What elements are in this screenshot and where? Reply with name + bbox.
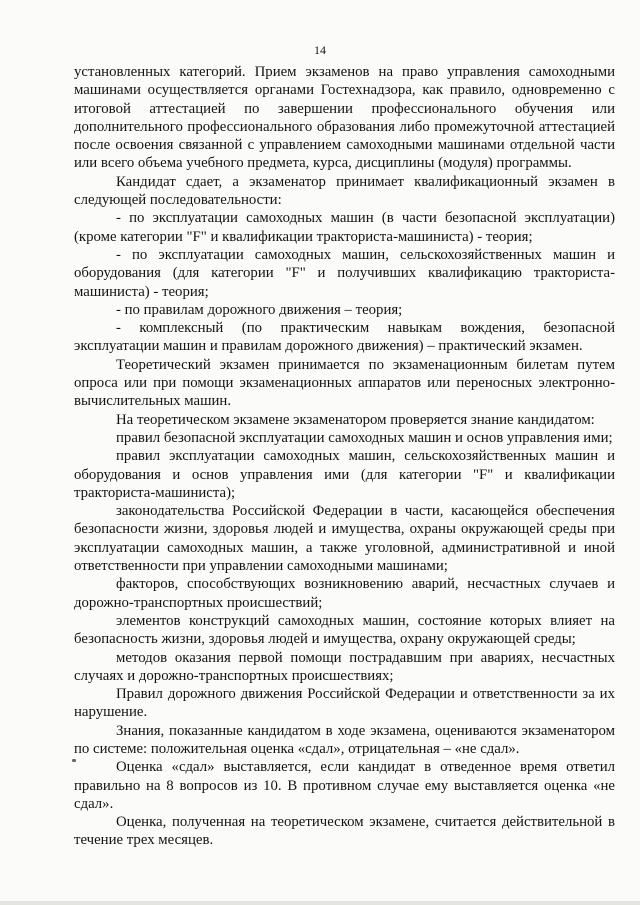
body-text: [74, 63, 615, 850]
paragraph: методов оказания первой помощи пострадавшим при авариях, несчастных случаях и дорожно-транспортных происшествиях;: [74, 649, 615, 684]
paragraph: - по эксплуатации самоходных машин, сельскохозяйственных машин и оборудования (для категории "F" и получивших квалификацию тракториста-машиниста) - теория;: [74, 246, 615, 300]
paragraph: Теоретический экзамен принимается по экзаменационным билетам путем опроса или при помощи экзаменационных аппаратов или переносных электронно-вычислительных машин.: [74, 356, 615, 410]
paragraph: На теоретическом экзамене экзаменатором проверяется знание кандидатом:: [116, 411, 595, 428]
paragraph: факторов, способствующих возникновению аварий, несчастных случаев и дорожно-транспортных происшествий;: [74, 576, 615, 611]
page-number: 14: [314, 43, 326, 57]
scan-artifact-mark: [72, 759, 76, 762]
paragraph: законодательства Российской Федерации в части, касающейся обеспечения безопасности жизни, здоровья людей и имущества, охраны окружающей среды при эксплуатации самоходных машин, а также уголовной, административной и иной ответственности при управлении самоходными машинами;: [74, 503, 615, 575]
paragraph: правил эксплуатации самоходных машин, сельскохозяйственных машин и оборудования и основ управления ими (для категории "F" и квалификации тракториста-машиниста);: [74, 448, 615, 501]
paragraph: - по эксплуатации самоходных машин (в части безопасной эксплуатации) (кроме категории "F" и квалификации тракториста-машиниста) - теория;: [74, 210, 615, 245]
paragraph: - комплексный (по практическим навыкам вождения, безопасной эксплуатации машин и правилам дорожного движения) – практический экзамен.: [74, 320, 615, 355]
paragraph: Кандидат сдает, а экзаменатор принимает квалификационный экзамен в следующей последовательности:: [74, 173, 615, 209]
paragraph: Оценка, полученная на теоретическом экзамене, считается действительной в течение трех месяцев.: [74, 814, 615, 849]
paragraph: элементов конструкций самоходных машин, состояние которых влияет на безопасность жизни, здоровья людей и имущества, охрану окружающей среды;: [74, 612, 615, 648]
paragraph: Знания, показанные кандидатом в ходе экзамена, оцениваются экзаменатором по системе: положительная оценка «сдал», отрицательная – «не сдал».: [74, 722, 615, 757]
paragraph: Оценка «сдал» выставляется, если кандидат в отведенное время ответил правильно на 8 вопросов из 10. В противном случае ему выставляется оценка «не сдал».: [74, 759, 615, 812]
paragraph: правил безопасной эксплуатации самоходных машин и основ управления ими;: [116, 429, 613, 446]
paragraph: Правил дорожного движения Российской Федерации и ответственности за их нарушение.: [74, 686, 615, 721]
paragraph: установленных категорий. Прием экзаменов на право управления самоходными машинами осуществляется органами Гостехнадзора, как правило, одновременно с итоговой аттестацией по завершении профессионального обучения или дополнительного профессионального образования либо промежуточной аттестацией после освоения связанной с управлением самоходными машинами отдельной части или всего объема учебного предмета, курса, дисциплины (модуля) программы.: [74, 64, 615, 172]
paragraph: - по правилам дорожного движения – теория;: [116, 301, 403, 318]
scan-bottom-edge: [0, 901, 640, 905]
